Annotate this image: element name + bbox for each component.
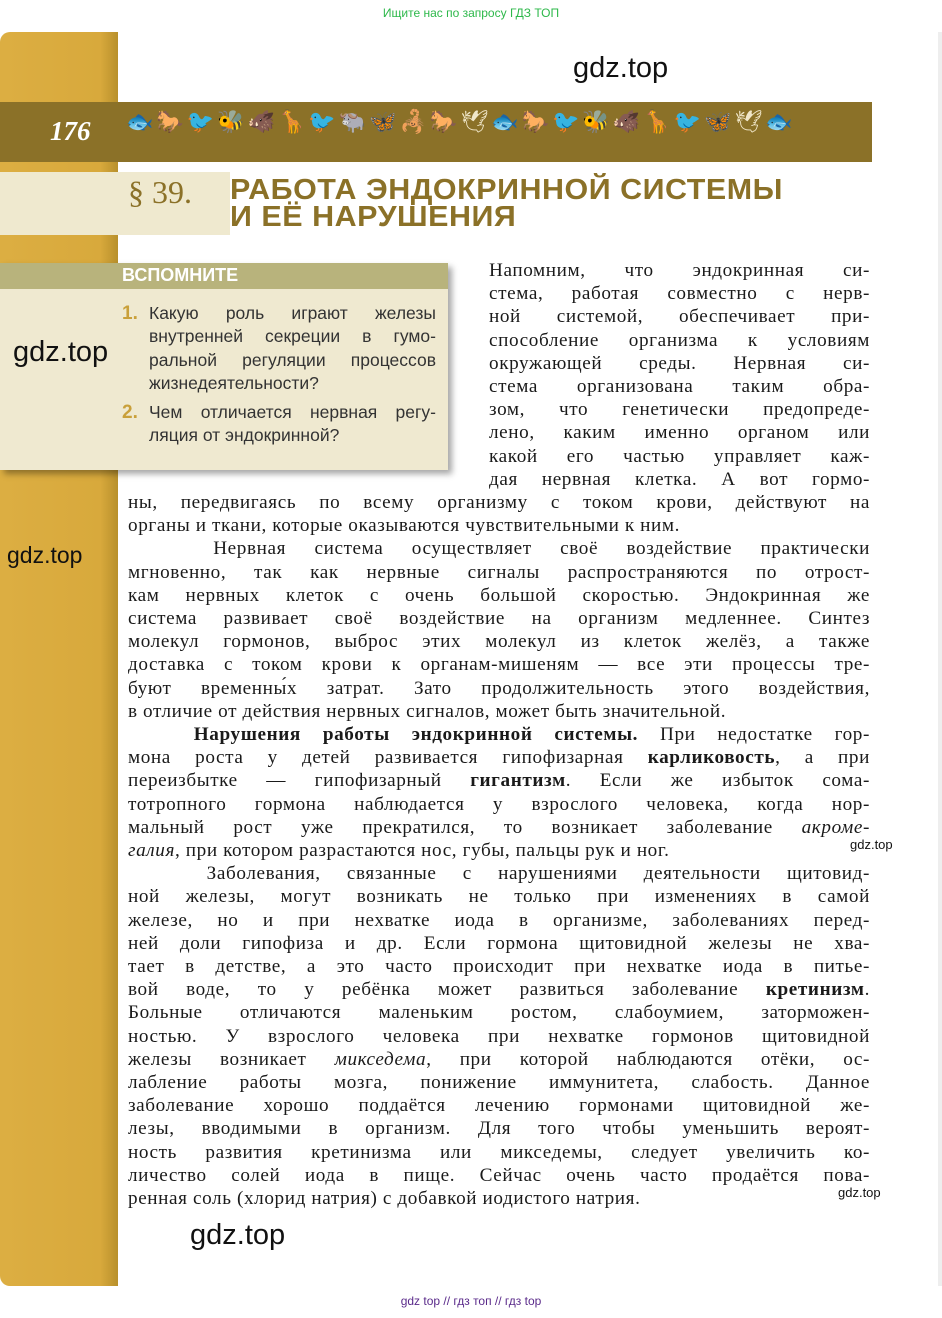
text-segment: .: [864, 979, 870, 1001]
text-line: [128, 955, 870, 978]
text-line: [128, 746, 870, 769]
text-segment: железы возникает: [128, 1048, 335, 1070]
text-segment: . Если же избыток сома-: [565, 770, 870, 792]
text-segment: способление организма к условиям: [489, 329, 870, 351]
text-line: [128, 885, 870, 908]
text-segment: ней доли гипофиза и др. Если гормона щитовидной железы не хва-: [128, 932, 870, 954]
text-segment: При недостатке гор-: [638, 724, 870, 745]
watermark: gdz.top: [13, 336, 109, 368]
question-number: 2.: [122, 402, 138, 423]
section-number-box: [0, 172, 230, 235]
question-text: Какую роль играют железы внутренней секреции в гуморальной регуляции процессов жизнедеятельности?: [149, 303, 436, 393]
text-segment: кам нервных клеток с очень большой скоростью. Эндокринная же: [128, 584, 870, 606]
text-segment: молекул гормонов, выброс этих молекул из клеток желёз, а также: [128, 631, 870, 653]
text-segment: заболевание хорошо поддаётся лечению гормонами щитовидной же-: [128, 1095, 870, 1117]
text-segment: стема, работая совместно с нерв-: [489, 283, 870, 305]
text-line: [128, 491, 870, 514]
bold-term: кретинизм: [765, 979, 865, 1001]
text-line: [489, 352, 870, 375]
text-line: [128, 1025, 870, 1048]
question-text: Чем отличается нервная регуляция от эндокринной?: [149, 402, 436, 446]
text-line: [128, 1071, 870, 1094]
animals-ornament-icon: 🐟🐎🐦🐝🐗🦒🐦🐃🦋🦂🐎🕊🐟🐎🐦🐝🐗🦒🐦🦋🕊🐟: [126, 110, 796, 135]
text-segment: лено, каким именно органом или: [489, 422, 870, 444]
text-line: [489, 329, 870, 352]
text-line: [128, 978, 870, 1001]
text-segment: Нервная система осуществляет своё воздействие практически: [128, 538, 870, 560]
text-segment: дая нервная клетка. А вот гормо-: [489, 468, 870, 490]
text-line: [128, 932, 870, 955]
text-line: [128, 607, 870, 630]
text-line: [128, 909, 870, 932]
bold-term: гигантизм: [470, 770, 566, 792]
text-segment: какой его частью управляет каж-: [489, 445, 870, 467]
text-segment: система развивает своё воздействие на организм медленнее. Синтез: [128, 608, 870, 629]
section-title: [230, 174, 784, 233]
bold-term: Нарушения работы эндокринной системы.: [193, 724, 639, 745]
text-segment: Заболевания, связанные с нарушениями деятельности щитовид-: [128, 863, 870, 885]
italic-term: акроме-: [801, 816, 870, 838]
watermark: gdz.top: [850, 837, 893, 852]
text-line: [128, 1141, 870, 1164]
watermark: gdz.top: [838, 1185, 881, 1200]
text-line: [489, 305, 870, 328]
page-number: 176: [50, 116, 91, 146]
recall-title: ВСПОМНИТЕ: [122, 265, 239, 285]
text-segment: , а при: [775, 747, 870, 769]
title-line: И ЕЁ НАРУШЕНИЯ: [230, 201, 517, 233]
section-number: § 39.: [128, 174, 192, 210]
text-segment: стема организована таким обра-: [489, 376, 870, 397]
page-edge: [938, 32, 942, 1286]
text-segment: вой воде, то у ребёнка может развиться заболевание: [128, 979, 766, 1001]
text-line: [128, 514, 870, 537]
text-line: [128, 700, 870, 723]
watermark: gdz.top: [573, 52, 669, 84]
text-segment: ренная соль (хлорид натрия) с добавкой иодистого натрия.: [128, 1188, 641, 1209]
text-line: [128, 653, 870, 676]
text-segment: органы и ткани, которые оказываются чувствительными к ним.: [128, 515, 681, 537]
text-segment: зом, что генетически предопреде-: [489, 399, 870, 421]
text-segment: личество солей иода в пище. Сейчас очень часто продаётся пова-: [128, 1164, 870, 1186]
text-line: [128, 1164, 870, 1187]
text-line: [128, 862, 870, 885]
text-line: [489, 421, 870, 444]
text-segment: [128, 724, 194, 745]
top-search-note: Ищите нас по запросу ГДЗ ТОП: [382, 6, 560, 20]
text-segment: доставка с током крови к органам-мишеням — все эти процессы тре-: [128, 654, 870, 676]
italic-term: галия: [128, 840, 175, 861]
text-line: [128, 1001, 870, 1024]
text-segment: ной железы, могут возникать не только при изменениях в самой: [128, 886, 870, 908]
text-segment: мальный рост уже прекратился, то возникает заболевание: [128, 816, 802, 838]
text-segment: , при котором разрастаются нос, губы, пальцы рук и ног.: [174, 840, 670, 861]
text-segment: ность развития кретинизма или микседемы, следует увеличить ко-: [128, 1141, 870, 1163]
text-line: [128, 816, 870, 839]
text-line: [128, 630, 870, 653]
text-segment: буют временны́х затрат. Зато продолжительность этого воздействия,: [128, 677, 870, 699]
text-segment: ны, передвигаясь по всему организму с током крови, действуют на: [128, 492, 870, 513]
text-line: [489, 282, 870, 305]
text-segment: ностью. У взрослого человека при нехватке гормонов щитовидной: [128, 1025, 870, 1047]
text-line: [489, 445, 870, 468]
text-segment: , при которой наблюдаются отёки, ос-: [426, 1048, 870, 1070]
text-segment: лезы, вводимыми в организм. Для того чтобы уменьшить вероят-: [128, 1118, 870, 1140]
text-line: [128, 677, 870, 700]
text-line: [128, 723, 870, 746]
question-number: 1.: [122, 303, 138, 324]
text-segment: переизбытке — гипофизарный: [128, 770, 471, 792]
text-segment: в отличие от действия нервных сигналов, может быть значительной.: [128, 700, 727, 722]
text-segment: мона роста у детей развивается гипофизарная: [128, 747, 648, 769]
title-line: РАБОТА ЭНДОКРИННОЙ СИСТЕМЫ: [230, 174, 784, 206]
text-segment: мгновенно, так как нервные сигналы распространяются по отрост-: [128, 561, 870, 583]
text-line: [128, 1048, 870, 1071]
recall-question: [122, 401, 436, 448]
text-line: [128, 537, 870, 560]
italic-term: микседема: [334, 1048, 427, 1070]
bottom-links: gdz top // гдз топ // гдз top: [400, 1294, 542, 1308]
watermark: gdz.top: [190, 1219, 286, 1251]
text-segment: Напомним, что эндокринная си-: [489, 260, 870, 281]
text-line: [489, 468, 870, 491]
text-line: [128, 839, 870, 862]
text-line: [128, 769, 870, 792]
text-line: [489, 375, 870, 398]
text-line: [128, 793, 870, 816]
text-segment: ной системой, обеспечивает при-: [489, 306, 870, 328]
text-line: [128, 1117, 870, 1140]
text-line: [489, 398, 870, 421]
text-segment: Больные отличаются маленьким ростом, слабоумием, заторможен-: [128, 1002, 870, 1024]
watermark: gdz.top: [7, 542, 83, 568]
text-line: [128, 1094, 870, 1117]
text-segment: лабление работы мозга, понижение иммунитета, слабость. Данное: [128, 1072, 870, 1093]
text-line: [489, 259, 870, 282]
text-segment: железе, но и при нехватке иода в организме, заболеваниях перед-: [128, 909, 870, 931]
text-line: [128, 584, 870, 607]
text-segment: тает в детстве, а это часто происходит при нехватке иода в питье-: [128, 956, 870, 977]
text-line: [128, 561, 870, 584]
text-segment: тотропного гормона наблюдается у взрослого человека, когда нор-: [128, 793, 870, 815]
recall-question: [122, 302, 436, 395]
text-line: [128, 1187, 870, 1210]
bold-term: карликовость: [647, 747, 776, 769]
text-segment: окружающей среды. Нервная си-: [489, 352, 870, 374]
